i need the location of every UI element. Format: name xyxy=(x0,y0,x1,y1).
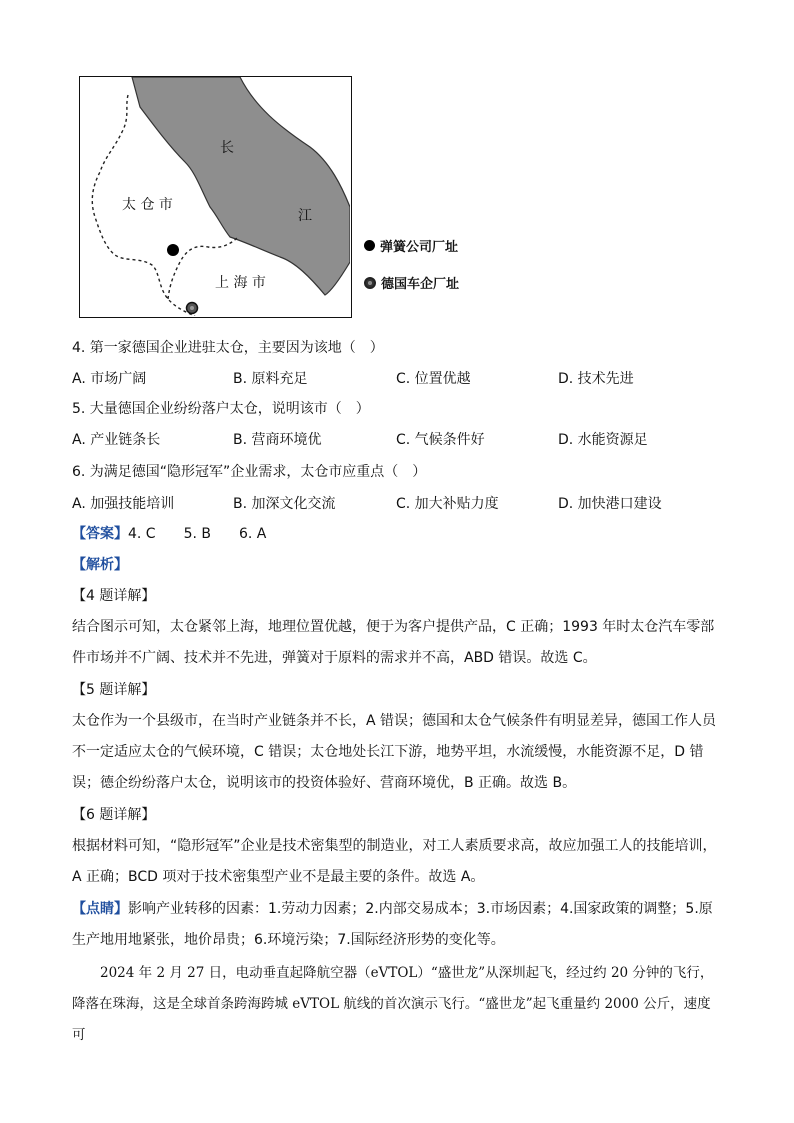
tip-tag: 【点睛】 xyxy=(72,901,128,917)
gray-dot-icon xyxy=(364,277,376,289)
q5-option-a[interactable]: A. 产业链条长 xyxy=(72,432,161,448)
detail4-text: 结合图示可知，太仓紧邻上海，地理位置优越，便于为客户提供产品，C 正确；1993 年时太仓汽车零部件市场并不广阔、技术并不先进，弹簧对于原料的需求并不高，ABD 错误。故选 C。 xyxy=(72,619,715,666)
detail6-heading: 【6 题详解】 xyxy=(72,807,156,823)
label-taicang: 太 仓 市 xyxy=(122,197,173,213)
black-dot-icon xyxy=(364,240,375,251)
q6-option-c[interactable]: C. 加大补贴力度 xyxy=(396,496,499,512)
q6-option-b[interactable]: B. 加深文化交流 xyxy=(233,496,336,512)
detail6-text: 根据材料可知，“隐形冠军”企业是技术密集型的制造业，对工人素质要求高，故应加强工人的技能培训，A 正确；BCD 项对于技术密集型产业不是最主要的条件。故选 A。 xyxy=(72,838,717,885)
legend-item-spring: 弹簧公司厂址 xyxy=(364,236,458,255)
q5-option-b[interactable]: B. 营商环境优 xyxy=(233,432,322,448)
question-4-stem: 4. 第一家德国企业进驻太仓，主要因为该地（ ） xyxy=(72,340,384,356)
q6-option-d[interactable]: D. 加快港口建设 xyxy=(558,496,662,512)
next-material-paragraph: 2024 年 2 月 27 日，电动垂直起降航空器（eVTOL）“盛世龙”从深圳起飞，经过约 20 分钟的飞行，降落在珠海，这是全球首条跨海跨城 eVTOL 航线的首次演示飞行。“盛世龙”起飞重量约 2000 公斤，速度可 xyxy=(72,965,714,1043)
label-jiang: 江 xyxy=(298,208,312,224)
tip-text: 影响产业转移的因素：1.劳动力因素；2.内部交易成本；3.市场因素；4.国家政策的调整；5.原生产地用地紧张，地价昂贵；6.环境污染；7.国际经济形势的变化等。 xyxy=(72,901,713,948)
analysis-line xyxy=(72,555,128,575)
analysis-tag: 【解析】 xyxy=(72,557,128,573)
q5-option-c[interactable]: C. 气候条件好 xyxy=(396,432,485,448)
legend-item-car: 德国车企厂址 xyxy=(364,273,459,292)
map-figure xyxy=(79,76,352,318)
q4-option-c[interactable]: C. 位置优越 xyxy=(396,371,471,387)
q6-option-a[interactable]: A. 加强技能培训 xyxy=(72,496,175,512)
tip-paragraph xyxy=(72,894,724,956)
label-chang: 长 xyxy=(220,140,234,156)
detail5-heading: 【5 题详解】 xyxy=(72,682,156,698)
q5-option-d[interactable]: D. 水能资源足 xyxy=(558,432,648,448)
question-5-stem: 5. 大量德国企业纷纷落户太仓，说明该市（ ） xyxy=(72,401,370,417)
spring-company-site xyxy=(167,244,179,256)
answer-line xyxy=(72,524,266,544)
question-6-stem: 6. 为满足德国“隐形冠军”企业需求，太仓市应重点（ ） xyxy=(72,464,427,480)
label-shanghai: 上 海 市 xyxy=(215,275,266,291)
detail4-heading: 【4 题详解】 xyxy=(72,588,156,604)
q4-option-b[interactable]: B. 原料充足 xyxy=(233,371,308,387)
answer-text: 4. C 5. B 6. A xyxy=(128,526,267,542)
map-svg xyxy=(80,77,350,316)
answer-tag: 【答案】 xyxy=(72,526,128,542)
q4-option-a[interactable]: A. 市场广阔 xyxy=(72,371,147,387)
detail5-text: 太仓作为一个县级市，在当时产业链条并不长，A 错误；德国和太仓气候条件有明显差异，德国工作人员不一定适应太仓的气候环境，C 错误；太仓地处长江下游，地势平坦，水流缓慢，水能资源不足，D 错误；德企纷纷落户太仓，说明该市的投资体验好、营商环境优，B 正确。故选 B。 xyxy=(72,713,717,791)
q4-option-d[interactable]: D. 技术先进 xyxy=(558,371,634,387)
yangtze-river-area xyxy=(132,77,350,295)
